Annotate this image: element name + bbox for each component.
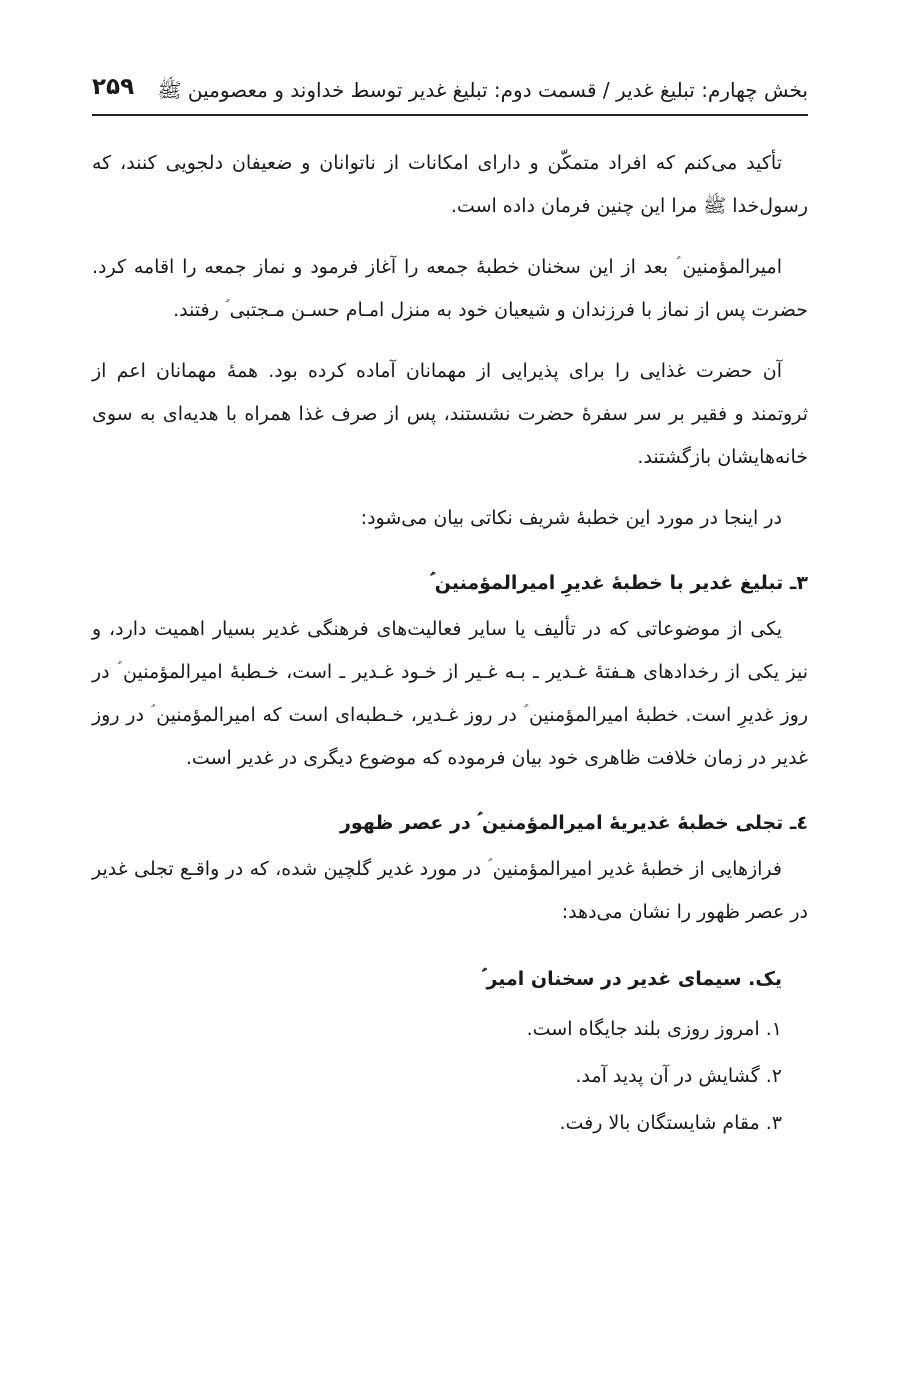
section-3-heading: ۳ـ تبلیغ غدیر با خطبهٔ غدیرِ امیرالمؤمنین ؑ	[429, 572, 808, 594]
paragraph-2: امیرالمؤمنین ؑ بعد از این سخنان خطبهٔ جمعه را آغاز فرمود و نماز جمعه را اقامه کرد. حضرت پس از نماز با فرزندان و شیعیان خود به منزل امـام حسـن مـجتبی ؑ رفتند.	[92, 256, 808, 321]
numbered-list	[92, 1006, 808, 1147]
list-item: ۲. گشایش در آن پدید آمد.	[575, 1065, 782, 1087]
list-item: ۳. مقام شایستگان بالا رفت.	[559, 1112, 782, 1134]
page-body	[92, 116, 808, 1147]
subsection-heading: یک. سیمای غدیر در سخنان امیر ؑ	[481, 968, 782, 990]
paragraph-1: تأکید می‌کنم که افراد متمکّن و دارای امکانات از ناتوانان و ضعیفان دلجویی کنند، که رسول‌خدا ﷺ مرا این چنین فرمان داده است.	[92, 152, 808, 217]
list-item: ۱. امروز روزی بلند جایگاه است.	[526, 1018, 782, 1040]
book-page	[92, 64, 808, 1364]
paragraph-3: آن حضرت غذایی را برای پذیرایی از مهمانان آماده کرده بود. همهٔ مهمانان اعم از ثروتمند و فقیر بر سر سفرهٔ حضرت نشستند، پس از صرف غذا همراه با هدیه‌ای به سوی خانه‌هایشان بازگشتند.	[92, 360, 808, 468]
page-number: ۲۵۹	[92, 74, 135, 100]
header-title: بخش چهارم: تبلیغ غدیر / قسمت دوم: تبلیغ غدیر توسط خداوند و معصومین ﷺ	[157, 78, 808, 102]
section-3-text: یکی از موضوعاتی که در تألیف یا سایر فعالیت‌های فرهنگی غدیر بسیار اهمیت دارد، و نیز یکی از رخدادهای هـفتهٔ غـدیر ـ بـه غـیر از خـود غـدیر ـ است، خـطبهٔ امیرالمؤمنین ؑ در روز غدیرِ است. خطبهٔ امیرالمؤمنین ؑ در روز غـدیر، خـطبه‌ای است که امیرالمؤمنین ؑ در روز غدیر در زمان خلافت ظاهری خود بیان فرموده که موضوع دیگری در غدیر است.	[92, 618, 808, 769]
paragraph-4: در اینجا در مورد این خطبهٔ شریف نکاتی بیان می‌شود:	[360, 507, 782, 529]
running-header	[92, 64, 808, 116]
section-4-heading: ٤ـ تجلی خطبهٔ غدیریهٔ امیرالمؤمنین ؑ در عصر ظهور	[339, 812, 808, 834]
section-4-text: فرازهایی از خطبهٔ غدیر امیرالمؤمنین ؑ در مورد غدیر گلچین شده، که در واقـع تجلی غدیر در عصر ظهور را نشان می‌دهد:	[92, 858, 808, 923]
